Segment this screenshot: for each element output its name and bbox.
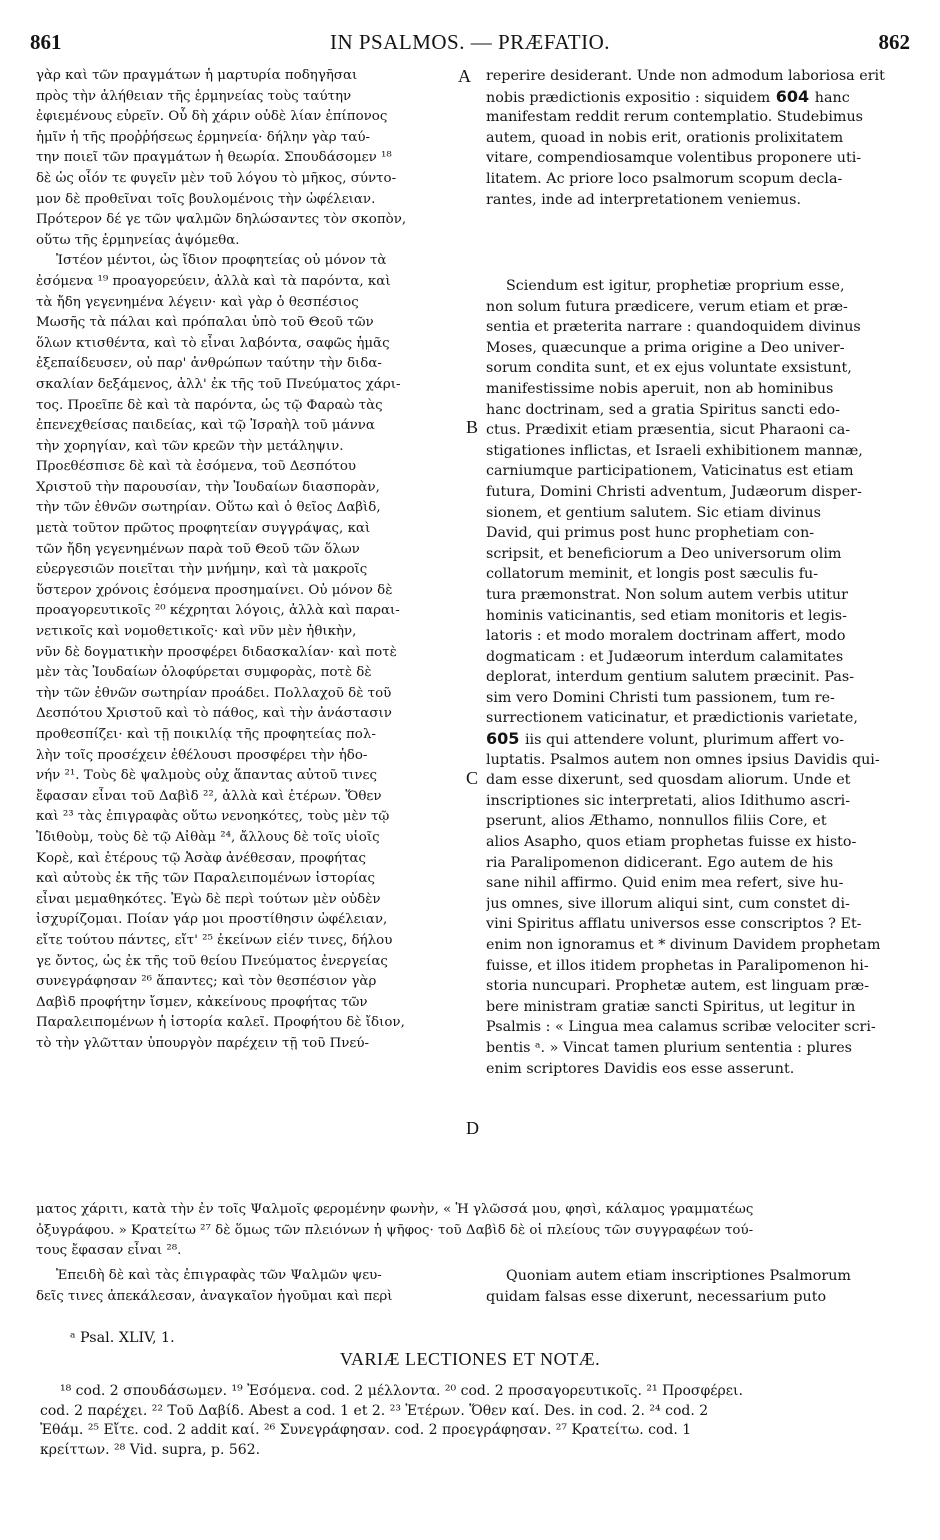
- right-page-number: 862: [878, 30, 910, 54]
- latin-text: vitare, compendiosamque volentibus proponere uti-: [486, 150, 862, 167]
- greek-text-line: πρὸς τὴν ἀλήθειαν τῆς ἑρμηνείας τοὺς ταύτην: [36, 88, 352, 104]
- greek-text-line: ἐφιεμένους εὑρεῖν. Οὗ δὴ χάριν οὐδὲ λίαν ἐπίπονος: [36, 109, 388, 125]
- latin-text-line: Sciendum est igitur, prophetiæ proprium esse,: [506, 278, 845, 294]
- latin-text-line: scripsit, et beneficiorum a Deo universorum olim: [486, 545, 842, 562]
- latin-text-line: manifestissime nobis aperuit, non ab hominibus: [486, 380, 834, 397]
- latin-text-line: sorum condita sunt, et ex ejus voluntate exsistunt,: [486, 360, 852, 377]
- greek-text-line: γε ὄντος, ὡς ἐκ τῆς τοῦ θείου Πνεύματος ἐνεργείας: [36, 953, 388, 969]
- latin-text-line: David, qui primus post hunc prophetiam con-: [486, 525, 815, 542]
- latin-text: rantes, inde ad interpretationem veniemus.: [486, 191, 802, 208]
- latin-text: reperire desiderant. Unde non admodum laboriosa erit: [486, 68, 885, 84]
- greek-text-line: τὸ τὴν γλῶτταν ὑπουργὸν παρέχειν τῇ τοῦ Πνεύ-: [36, 1035, 370, 1051]
- greek-final-paragraph: [36, 1266, 460, 1307]
- latin-text-line: [486, 729, 906, 750]
- notes-heading: VARIÆ LECTIONES ET NOTÆ.: [339, 1349, 601, 1369]
- latin-text: iis qui attendere volunt, plurimum affert vo-: [524, 732, 845, 749]
- margin-letter-b: B: [466, 417, 479, 437]
- latin-column-intro: [486, 66, 906, 210]
- greek-text-line: τὰ ἤδη γεγενημένα λέγειν· καὶ γὰρ ὁ θεσπέσιος: [36, 294, 359, 310]
- left-page-number: 861: [30, 30, 62, 54]
- latin-text-line: sane nihil affirmo. Quid enim mea refert, sive hu-: [486, 875, 844, 892]
- latin-text-line: non solum futura prædicere, verum etiam et præ-: [486, 298, 848, 315]
- latin-text-line: Moses, quæcunque a prima origine a Deo univer-: [486, 339, 845, 356]
- greek-text-line: Ἰστέον μέντοι, ὡς ἴδιον προφητείας οὐ μόνον τὰ: [56, 253, 387, 269]
- latin-text: litatem. Ac priore loco psalmorum scopum decla-: [486, 170, 843, 187]
- latin-text-line: collatorum meminit, et longis post sæculis fu-: [486, 566, 819, 583]
- column-number-605: 605: [486, 729, 525, 749]
- latin-text-line: dogmaticam : et Judæorum interdum calamitates: [486, 648, 844, 665]
- greek-text-line: τος. Προεῖπε δὲ καὶ τὰ παρόντα, ὡς τῷ Φαραὼ τὰς: [36, 397, 383, 413]
- latin-text-line: vini Spiritus afflatu universos esse conscriptos ? Et-: [486, 916, 862, 933]
- greek-column: [36, 66, 460, 1055]
- greek-text-line: Δαβὶδ προφήτην ἴσμεν, κἀκείνους προφήτας τῶν: [36, 994, 368, 1010]
- greek-text-line: καὶ αὐτοὺς ἐκ τῆς τῶν Παραλειπομένων ἱστορίας: [36, 871, 375, 887]
- greek-text-line: ἐσόμενα ¹⁹ προαγορεύειν, ἀλλὰ καὶ τὰ παρόντα, καὶ: [36, 273, 391, 289]
- latin-final-paragraph: [486, 1266, 906, 1307]
- full-width-line: τους ἔφασαν εἶναι ²⁸.: [36, 1243, 182, 1259]
- greek-text-line: Ἐπειδὴ δὲ καὶ τὰς ἐπιγραφὰς τῶν Ψαλμῶν ψευ-: [56, 1268, 382, 1283]
- latin-text-line: stigationes inflictas, et Israeli exhibitionem mannæ,: [486, 442, 863, 459]
- greek-text-line: Ἰδιθοὺμ, τοὺς δὲ τῷ Αἰθὰμ ²⁴, ἄλλους δὲ τοῖς υἱοῖς: [36, 829, 380, 845]
- latin-text-line: Quoniam autem etiam inscriptiones Psalmorum: [506, 1268, 851, 1284]
- greek-text-line: την ποιεῖ τῶν πραγμάτων ἡ θεωρία. Σπουδάσομεν ¹⁸: [36, 150, 392, 166]
- greek-text-line: νετικοῖς καὶ νομοθετικοῖς· καὶ νῦν μὲν ἠθικὴν,: [36, 624, 357, 640]
- greek-text-line: τὴν τῶν ἐθνῶν σωτηρίαν. Οὕτω καὶ ὁ θεῖος Δαβὶδ,: [36, 500, 381, 516]
- greek-text-line: ὅλων κτισθέντα, καὶ τὸ εἶναι λαβόντα, σαφῶς ἡμᾶς: [36, 335, 390, 351]
- latin-text-line: ctus. Prædixit etiam præsentia, sicut Pharaoni ca-: [486, 422, 851, 439]
- greek-text-line: τὴν χορηγίαν, καὶ τῶν κρεῶν τὴν μετάληψιν.: [36, 438, 344, 454]
- latin-text-line: futura, Domini Christi adventum, Judæorum disper-: [486, 483, 862, 500]
- greek-text-line: οὕτω τῆς ἑρμηνείας ἁψόμεθα.: [36, 232, 240, 248]
- full-width-line: ὀξυγράφου. » Κρατείτω ²⁷ δὲ ὅμως τῶν πλειόνων ἡ ψῆφος· τοῦ Δαβὶδ δὲ οἱ πλείους τῶν συγγραφέων τού-: [36, 1222, 754, 1238]
- footnote: ᵃ Psal. XLIV, 1.: [70, 1330, 175, 1346]
- greek-text-line: γὰρ καὶ τῶν πραγμάτων ἡ μαρτυρία ποδηγῆσαι: [36, 68, 358, 83]
- running-title: IN PSALMOS. — PRÆFATIO.: [329, 30, 611, 54]
- greek-text-line: Χριστοῦ τὴν παρουσίαν, τὴν Ἰουδαίων διασπορὰν,: [36, 479, 380, 495]
- greek-text-line: νήν ²¹. Τοὺς δὲ ψαλμοὺς οὐχ ἅπαντας αὐτοῦ τινες: [36, 768, 377, 784]
- latin-text-line: carniumque participationem, Vaticinatus est etiam: [486, 463, 854, 480]
- latin-text-line: [486, 190, 906, 211]
- latin-text-line: fuisse, et illos itidem prophetas in Paralipomenon hi-: [486, 957, 869, 974]
- latin-text-line: [486, 169, 906, 190]
- latin-text: autem, quoad in nobis erit, orationis prolixitatem: [486, 129, 844, 146]
- latin-text-line: storia nuncupari. Prophetæ autem, est linguam præ-: [486, 978, 870, 995]
- latin-column-main: [486, 276, 906, 1079]
- margin-letter-a: A: [458, 66, 471, 86]
- latin-text-line: hanc doctrinam, sed a gratia Spiritus sancti edo-: [486, 401, 840, 418]
- greek-text-line: προθεσπίζει· καὶ τῇ ποικιλίᾳ τῆς προφητείας πολ-: [36, 727, 376, 742]
- note-line: κρείττων. ²⁸ Vid. supra, p. 562.: [40, 1441, 261, 1458]
- greek-text-line: συνεγράφησαν ²⁶ ἅπαντες; καὶ τὸν θεσπέσιον γὰρ: [36, 974, 377, 990]
- margin-letter-c: C: [466, 768, 479, 788]
- running-header: [30, 30, 910, 60]
- column-number-604: 604: [770, 86, 815, 106]
- latin-text-line: quidam falsas esse dixerunt, necessarium puto: [486, 1288, 827, 1305]
- latin-text-line: sionem, et gentium salutem. Sic etiam divinus: [486, 504, 821, 521]
- latin-text-line: deplorat, interdum gentium salutem præcinit. Pas-: [486, 669, 855, 686]
- latin-text-line: latoris : et modo moralem doctrinam affert, modo: [486, 628, 846, 645]
- greek-text-line: τὴν τῶν ἐθνῶν σωτηρίαν προάδει. Πολλαχοῦ δὲ τοῦ: [36, 685, 392, 701]
- latin-text-line: hominis vaticinantis, sed etiam monitoris et legis-: [486, 607, 847, 624]
- greek-text-line: ἐξεπαίδευσεν, οὐ παρ' ἀνθρώπων ταύτην τὴν διδα-: [36, 356, 382, 372]
- latin-text: manifestam reddit rerum contemplatio. Studebimus: [486, 109, 864, 126]
- greek-text-line: νῦν δὲ δογματικὴν προσφέρει διδασκαλίαν· καὶ ποτὲ: [36, 644, 397, 660]
- greek-text-line: εἴτε τούτου πάντες, εἴτ' ²⁵ ἐκείνων εἰέν τινες, δήλου: [36, 932, 393, 948]
- note-line: cod. 2 παρέχει. ²² Τοῦ Δαβίδ. Abest a cod. 1 et 2. ²³ Ἑτέρων. Ὅθεν καί. Des. in cod. 2. ²⁴ cod. 2: [40, 1402, 709, 1419]
- latin-text-line: enim non ignoramus et * divinum Davidem prophetam: [486, 937, 881, 953]
- latin-text-line: luptatis. Psalmos autem non omnes ipsius Davidis qui-: [486, 751, 880, 768]
- margin-letter-d: D: [466, 1118, 479, 1138]
- greek-text-line: Παραλειπομένων ἡ ἱστορία καλεῖ. Προφήτου δὲ ἴδιον,: [36, 1015, 405, 1031]
- greek-text-line: ὕστερον χρόνοις ἐσόμενα προσημαίνει. Οὐ μόνον δὲ: [36, 582, 393, 598]
- greek-text-line: μον δὲ προθεῖναι τοῖς βουλομένοις τὴν ὠφέλειαν.: [36, 191, 376, 207]
- greek-text-line: ἔφασαν εἶναι τοῦ Δαβὶδ ²², ἀλλὰ καὶ ἑτέρων. Ὅθεν: [36, 788, 382, 804]
- greek-text-line: ἐπενεχθείσας παιδείας, καὶ τῷ Ἰσραὴλ τοῦ μάννα: [36, 418, 375, 434]
- greek-text-line: μετὰ τοῦτον πρῶτος προφητείαν συγγράψας, καὶ: [36, 521, 371, 537]
- greek-text-line: λὴν τοῖς προσέχειν ἐθέλουσι προσφέρει τὴν ἡδο-: [36, 747, 368, 763]
- greek-text-line: Μωσῆς τὰ πάλαι καὶ πρόπαλαι ὑπὸ τοῦ Θεοῦ τῶν: [36, 315, 374, 331]
- note-line: ¹⁸ cod. 2 σπουδάσωμεν. ¹⁹ Ἐσόμενα. cod. 2 μέλλοντα. ²⁰ cod. 2 προσαγορευτικοῖς. ²¹ Προσφέρει.: [60, 1383, 743, 1399]
- greek-text-line: ἡμῖν ἡ τῆς προῤῥήσεως ἑρμηνεία· δήλην γὰρ ταύ-: [36, 129, 371, 145]
- greek-text-line: Κορὲ, καὶ ἑτέρους τῷ Ἀσὰφ ἀνέθεσαν, προφήτας: [36, 850, 367, 866]
- latin-text: nobis prædictionis expositio : siquidem: [486, 89, 771, 106]
- latin-text-line: enim scriptores Davidis eos esse asserunt.: [486, 1060, 795, 1077]
- greek-text-line: δὲ ὡς οἷόν τε φυγεῖν μὲν τοῦ λόγου τὸ μῆκος, σύντο-: [36, 170, 397, 186]
- latin-text-line: tura præmonstrat. Non solum autem verbis utitur: [486, 586, 848, 603]
- full-width-line: ματος χάριτι, κατὰ τὴν ἐν τοῖς Ψαλμοῖς φερομένην φωνὴν, « Ἡ γλῶσσά μου, φησὶ, κάλαμος γραμματέως: [36, 1202, 754, 1217]
- greek-text-line: Πρότερον δέ γε τῶν ψαλμῶν δηλώσαντες τὸν σκοπὸν,: [36, 212, 407, 228]
- latin-text-line: [486, 128, 906, 149]
- greek-text-line: εἶναι μεμαθηκότες. Ἐγὼ δὲ περὶ τούτων μὲν οὐδὲν: [36, 891, 381, 907]
- latin-text-line: surrectionem vaticinatur, et prædictionis varietate,: [486, 710, 858, 727]
- latin-text-line: dam esse dixerunt, sed quosdam aliorum. Unde et: [486, 772, 851, 789]
- latin-text-line: [486, 107, 906, 128]
- latin-text-line: [486, 66, 906, 87]
- greek-text-line: καὶ ²³ τὰς ἐπιγραφὰς οὕτω νενοηκότες, τοὺς μὲν τῷ: [36, 809, 390, 825]
- greek-text-line: Προεθέσπισε δὲ καὶ τὰ ἐσόμενα, τοῦ Δεσπότου: [36, 459, 357, 475]
- latin-text-line: ria Paralipomenon didicerant. Ego autem de his: [486, 854, 834, 871]
- note-line: Ἐθάμ. ²⁵ Εἴτε. cod. 2 addit καί. ²⁶ Συνεγράφησαν. cod. 2 προεγράφησαν. ²⁷ Κρατείτω. cod. 1: [40, 1422, 692, 1438]
- greek-text-line: σκαλίαν δεξάμενος, ἀλλ' ἐκ τῆς τοῦ Πνεύματος χάρι-: [36, 376, 401, 392]
- latin-text-line: Psalmis : « Lingua mea calamus scribæ velociter scri-: [486, 1019, 876, 1036]
- greek-text-line: δεῖς τινες ἀπεκάλεσαν, ἀναγκαῖον ἡγοῦμαι καὶ περὶ: [36, 1288, 393, 1304]
- latin-text-line: jus omnes, sive illorum aliqui sint, cum constet di-: [486, 895, 850, 912]
- latin-text-line: [486, 87, 906, 108]
- latin-text-line: pserunt, alios Æthamo, nonnullos filiis Core, et: [486, 813, 827, 830]
- greek-text-line: Δεσπότου Χριστοῦ καὶ τὸ πάθος, καὶ τὴν ἀνάστασιν: [36, 706, 392, 722]
- greek-text-line: ἰσχυρίζομαι. Ποίαν γάρ μοι προστίθησιν ὠφέλειαν,: [36, 912, 388, 928]
- latin-text-line: sentia et præterita narrare : quandoquidem divinus: [486, 319, 861, 336]
- latin-text-line: inscriptiones sic interpretati, alios Idithumo ascri-: [486, 792, 851, 809]
- variant-notes: [40, 1382, 910, 1460]
- greek-text-line: εὐεργεσιῶν ποιεῖται τὴν μνήμην, καὶ τὰ μακροῖς: [36, 562, 368, 578]
- latin-text-line: bentis ᵃ. » Vincat tamen plurium sententia : plures: [486, 1039, 853, 1056]
- greek-text-line: τῶν ἤδη γεγενημένων παρὰ τοῦ Θεοῦ τῶν ὅλων: [36, 541, 360, 557]
- latin-text-line: sim vero Domini Christi tum passionem, tum re-: [486, 689, 835, 706]
- full-width-lines: [36, 1200, 910, 1262]
- greek-text-line: μὲν τὰς Ἰουδαίων ὀλοφύρεται συμφορὰς, ποτὲ δὲ: [36, 665, 372, 681]
- latin-text: hanc: [814, 89, 850, 106]
- latin-text-line: bere ministram gratiæ sancti Spiritus, ut legitur in: [486, 998, 856, 1015]
- latin-text-line: alios Asapho, quos etiam prophetas fuisse ex histo-: [486, 834, 857, 851]
- greek-text-line: προαγορευτικοῖς ²⁰ κέχρηται λόγοις, ἀλλὰ καὶ παραι-: [36, 603, 400, 619]
- latin-text-line: [486, 148, 906, 169]
